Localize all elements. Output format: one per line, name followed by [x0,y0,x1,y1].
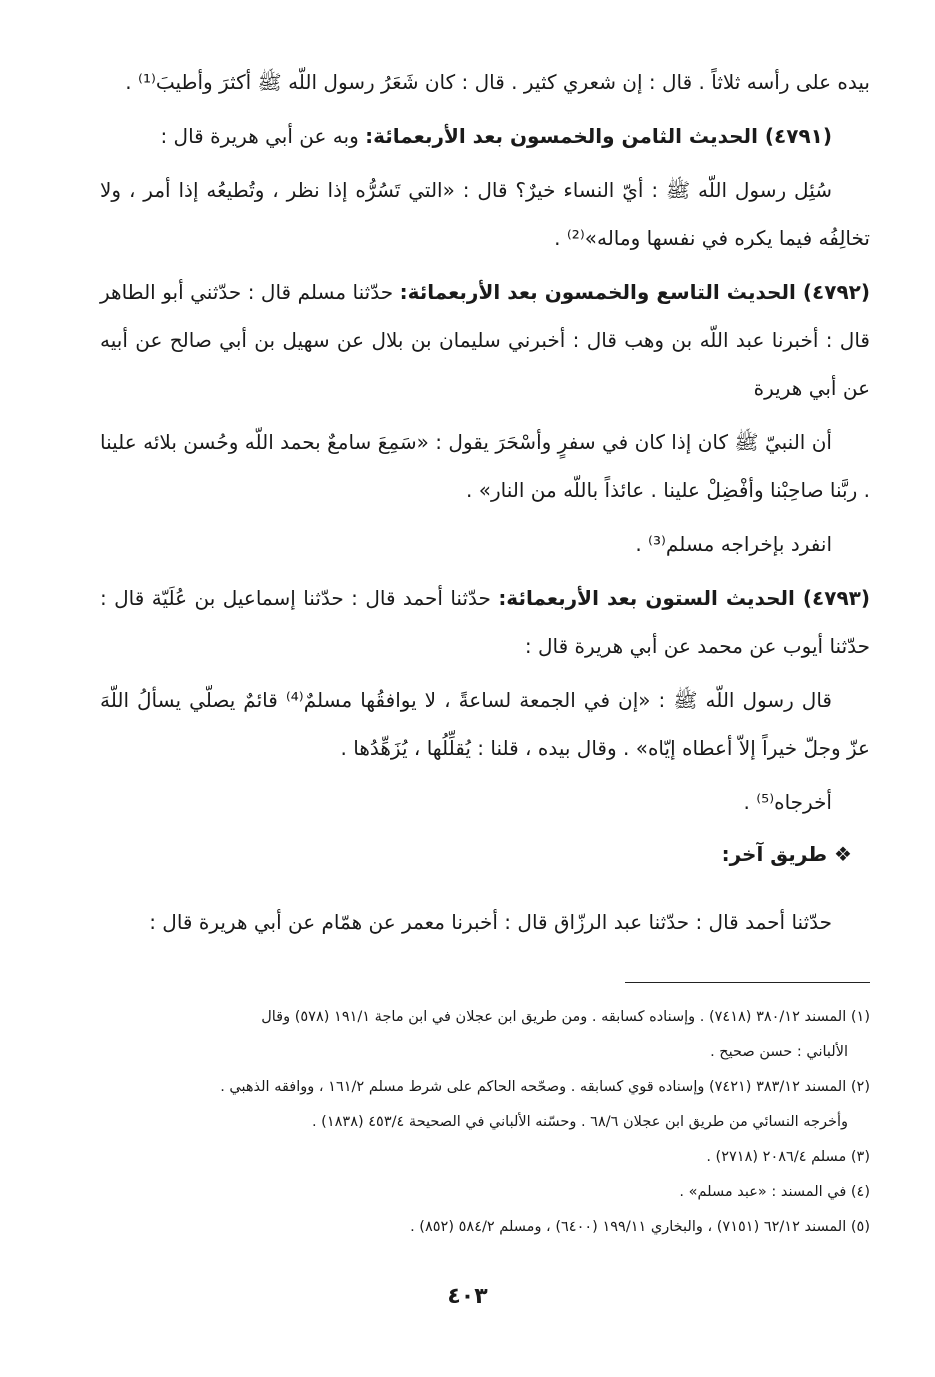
hadith-isnad: حدّثنا مسلم قال : حدّثني أبو الطاهر قال : أخبرنا عبد اللّه بن وهب قال : أخبرني سليمان بن بلال عن سهيل بن أبي صالح عن أبيه عن أبي هريرة [100,280,870,400]
hadith-heading: (٤٧٩٢) الحديث التاسع والخمسون بعد الأربعمائة: [399,280,870,304]
page-body [100,58,870,946]
footnotes [100,1000,870,1245]
hadith-4792-text: أن النبيّ ﷺ كان إذا كان في سفرٍ وأسْحَرَ يقول : «سَمِعَ سامعٌ بحمد اللّه وحُسن بلائه علينا . ربَّنا صاحِبْنا وأفْضِلْ علينا . عائذاً باللّه من النار» . [100,430,870,502]
footnote-3: (٣) مسلم ٢٠٨٦/٤ (٢٧١٨) . [706,1149,870,1165]
page-number: ٤٠٣ [447,1284,488,1309]
hadith-4791-header [100,112,870,160]
hadith-4793-source: أخرجاه⁽⁵⁾ . [743,790,832,814]
hadith-heading: (٤٧٩١) الحديث الثامن والخمسون بعد الأربعمائة: [365,124,832,148]
hadith-heading: (٤٧٩٣) الحديث الستون بعد الأربعمائة: [498,586,870,610]
footnote-line: وأخرجه النسائي من طريق ابن عجلان ٦٨/٦ . وحسّنه الألباني في الصحيحة ٤٥٣/٤ (١٨٣٨) . [311,1114,848,1130]
footnote-divider [625,982,870,983]
footnote-2 [100,1070,870,1140]
hadith-4792-header [100,268,870,412]
footnote-1 [100,1000,870,1070]
hadith-isnad: وبه عن أبي هريرة قال : [160,124,366,148]
hadith-isnad: حدّثنا أحمد قال : حدّثنا إسماعيل بن عُلَيّة قال : حدّثنا أيوب عن محمد عن أبي هريرة قال : [100,586,870,658]
hadith-4793-text: قال رسول اللّه ﷺ : «إن في الجمعة لساعةً ، لا يوافقُها مسلمٌ⁽⁴⁾ قائمٌ يصلّي يسألُ اللّهَ عزّ وجلّ خيراً إلاّ أعطاه إيّاه» . وقال بيده ، قلنا : يُقلِّلُها ، يُزَهِّدُها . [100,688,870,760]
footnote-4: (٤) في المسند : «عبد مسلم» . [679,1184,870,1200]
paragraph-continuation: بيده على رأسه ثلاثاً . قال : إن شعري كثير . قال : كان شَعَرُ رسول اللّه ﷺ أكثرَ وأطيبَ⁽¹⁾ . [125,70,870,94]
footnote-line: الألباني : حسن صحيح . [710,1044,848,1060]
footnote-line: (١) المسند ٣٨٠/١٢ (٧٤١٨) . وإسناده كسابقه . ومن طريق ابن عجلان في ابن ماجة ١٩١/١ (٥٧٨) وقال [261,1009,870,1025]
footnote-5: (٥) المسند ٦٢/١٢ (٧١٥١) ، والبخاري ١٩٩/١١ (٦٤٠٠) ، ومسلم ٥٨٤/٢ (٨٥٢) . [410,1219,870,1235]
footnote-line: (٢) المسند ٣٨٣/١٢ (٧٤٢١) وإسناده قوي كسابقه . وصحّحه الحاكم على شرط مسلم ١٦١/٢ ، ووافقه الذهبي . [220,1079,870,1095]
hadith-4792-source: انفرد بإخراجه مسلم⁽³⁾ . [635,532,832,556]
hadith-4791-text: سُئِل رسول اللّه ﷺ : أيّ النساء خيرٌ؟ قال : «التي تَسُرُّه إذا نظر ، وتُطيعُه إذا أمر ، ولا تخالِفُه فيما يكره في نفسها وماله»⁽²⁾ . [100,178,870,250]
hadith-4793-header [100,574,870,670]
paragraph-last: حدّثنا أحمد قال : حدّثنا عبد الرزّاق قال : أخبرنا معمر عن همّام عن أبي هريرة قال : [149,910,832,934]
section-title-another-route: ❖ طريق آخر: [721,842,852,866]
